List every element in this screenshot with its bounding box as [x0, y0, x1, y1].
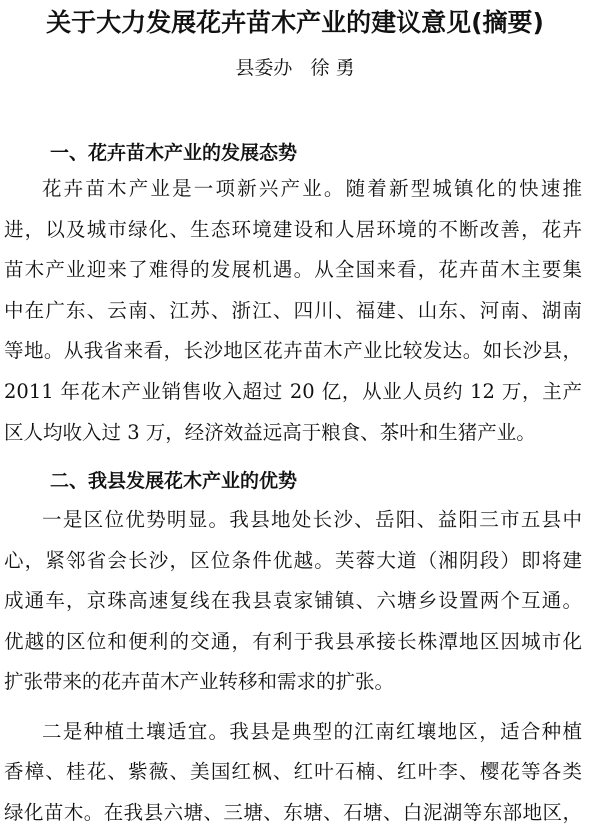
text-line: 区人均收入过 3 万，经济效益远高于粮食、茶叶和生猪产业。: [4, 421, 536, 444]
text-line: 成通车，京珠高速复线在我县袁家铺镇、六塘乡设置两个互通。: [4, 589, 582, 612]
document-author: 县委办 徐 勇: [235, 57, 355, 79]
text-line: 心，紧邻省会长沙，区位条件优越。芙蓉大道（湘阴段）即将建: [4, 549, 582, 572]
text-line: 苗木产业迎来了难得的发展机遇。从全国来看，花卉苗木主要集: [4, 258, 582, 281]
text-line: 一是区位优势明显。我县地处长沙、岳阳、益阳三市五县中: [42, 508, 582, 531]
section-heading-2: 二、我县发展花木产业的优势: [50, 470, 298, 492]
text-line: 花卉苗木产业是一项新兴产业。随着新型城镇化的快速推: [42, 177, 582, 200]
text-line: 2011 年花木产业销售收入超过 20 亿，从业人员约 12 万，主产: [4, 380, 582, 403]
text-line: 中在广东、云南、江苏、浙江、四川、福建、山东、河南、湖南: [4, 299, 582, 322]
text-line: 扩张带来的花卉苗木产业转移和需求的扩张。: [4, 670, 395, 693]
document-title: 关于大力发展花卉苗木产业的建议意见(摘要): [46, 8, 544, 37]
text-line: 等地。从我省来看，长沙地区花卉苗木产业比较发达。如长沙县，: [4, 339, 582, 362]
text-line: 香樟、桂花、紫薇、美国红枫、红叶石楠、红叶李、樱花等各类: [4, 760, 582, 783]
text-line: 优越的区位和便利的交通，有利于我县承接长株潭地区因城市化: [4, 630, 582, 653]
section-heading-1: 一、花卉苗木产业的发展态势: [50, 142, 298, 164]
text-line: 二是种植土壤适宜。我县是典型的江南红壤地区，适合种植: [42, 720, 582, 743]
text-line: 绿化苗木。在我县六塘、三塘、东塘、石塘、白泥湖等东部地区，: [4, 801, 582, 824]
text-line: 进，以及城市绿化、生态环境建设和人居环境的不断改善，花卉: [4, 218, 582, 241]
